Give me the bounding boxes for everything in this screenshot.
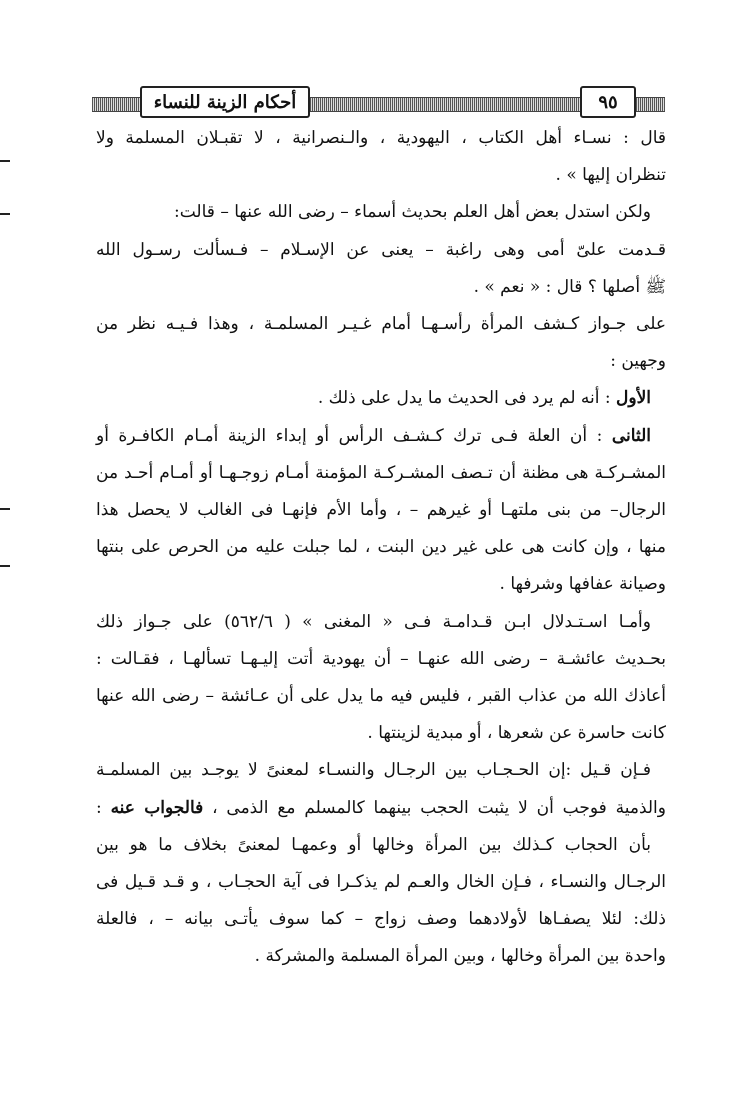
text-line xyxy=(96,455,666,491)
text-line xyxy=(96,901,666,937)
margin-tick xyxy=(0,213,10,215)
text-line xyxy=(556,157,666,193)
line-text: تنظران إليها » . xyxy=(555,165,666,186)
text-line xyxy=(318,380,651,416)
text-line xyxy=(96,678,666,714)
line-text: قـدمت علىّ أمى وهى راغبة – يعنى عن الإسـلام – فـسألت رسـول الله xyxy=(96,239,666,260)
line-text: أعاذك الله من عذاب القبر ، فليس فيه ما يدل على أن عـائشة – رضى الله عنها xyxy=(96,686,666,706)
text-line xyxy=(96,120,666,156)
line-text: وأمـا اسـتـدلال ابـن قـدامـة فـى « المغنى » ( ٥٦٢/٦) على جـواز ذلك xyxy=(96,611,651,632)
text-line xyxy=(96,641,666,677)
text-line xyxy=(96,790,666,826)
lead-word: الأول xyxy=(616,388,651,409)
line-text: منها ، وإن كانت هى على غير دين البنت ، لما جبلت عليه من الحرص على بنتها xyxy=(96,537,666,558)
text-line xyxy=(255,938,666,974)
line-text: على جـواز كـشف المرأة رأسـهـا أمام غـيـر المسلمـة ، وهذا فـيـه نظر من xyxy=(96,314,666,334)
margin-tick xyxy=(0,508,10,510)
line-text: فـإن قـيل :إن الحـجـاب بين الرجـال والنسـاء لمعنىً لا يوجـد بين المسلمـة xyxy=(96,760,651,781)
line-text: بأن الحجاب كـذلك بين المرأة وخالها أو وعمهـا لمعنىً بخلاف ما هو بين xyxy=(96,834,651,855)
line-text: وصيانة عفافها وشرفها . xyxy=(499,574,666,595)
text-line xyxy=(96,306,666,342)
margin-tick xyxy=(0,160,10,162)
line-text: وجهين : xyxy=(610,351,666,372)
text-line xyxy=(174,194,651,230)
text-line xyxy=(500,566,666,602)
line-text: بحـديث عائشـة – رضى الله عنهـا – أن يهودية أتت إليـهـا تسألهـا ، فقـالت : xyxy=(96,648,666,669)
line-text: ذلك: لئلا يصفـاها لأولادهما وصف زواج – كما سوف يأتـى بيانه – ، فالعلة xyxy=(96,909,666,930)
text-line xyxy=(610,343,666,379)
line-text: : أنه لم يرد فى الحديث ما يدل على ذلك . xyxy=(317,388,617,409)
line-text: ولكن استدل بعض أهل العلم بحديث أسماء – رضى الله عنها – قالت: xyxy=(174,202,651,223)
line-text: والذمية فوجب أن لا يثبت الحجب بينهما كالمسلم مع الذمى ، xyxy=(203,797,666,818)
line-text-end: : xyxy=(96,797,111,818)
page-number: ٩٥ xyxy=(580,86,636,118)
line-text: الرجـال والنسـاء ، فـإن الخال والعـم لم يذكـرا فى آية الحجـاب ، و قـد قـيل فى xyxy=(96,872,666,892)
line-text: واحدة بين المرأة وخالها ، وبين المرأة المسلمة والمشركة . xyxy=(254,946,666,967)
margin-tick xyxy=(0,565,10,567)
text-line xyxy=(474,269,666,305)
text-line xyxy=(96,492,666,528)
line-text: : أن العلة فـى ترك كـشـف الرأس أو إبداء الزينة أمـام الكافـرة أو xyxy=(96,425,612,446)
text-line xyxy=(367,715,666,751)
line-text: كانت حاسرة عن شعرها ، أو مبدية لزينتها . xyxy=(367,723,666,744)
text-line xyxy=(96,864,666,900)
lead-word: الثانى xyxy=(611,425,651,446)
line-text: المشـركـة هى مظنة أن تـصف المشـركـة المؤمنة أمـام زوجـهـا أو أمـام أحـد من xyxy=(96,462,666,483)
text-line xyxy=(96,232,666,268)
text-line xyxy=(96,418,651,454)
bold-phrase: فالجواب عنه xyxy=(110,797,204,818)
line-text: قال : نسـاء أهل الكتاب ، اليهودية ، والـنصرانية ، لا تقبـلان المسلمة ولا xyxy=(96,128,666,148)
line-text: الرجال– من بنى ملتهـا أو غيرهم – ، وأما الأم فإنهـا فى الغالب لا يحصل هذا xyxy=(96,500,666,520)
text-line xyxy=(96,529,666,565)
text-line xyxy=(96,827,651,863)
text-line xyxy=(96,752,651,788)
book-title: أحكام الزينة للنساء xyxy=(140,86,310,118)
line-text: ﷺ أصلها ؟ قال : « نعم » . xyxy=(473,276,666,297)
text-line xyxy=(96,604,651,640)
